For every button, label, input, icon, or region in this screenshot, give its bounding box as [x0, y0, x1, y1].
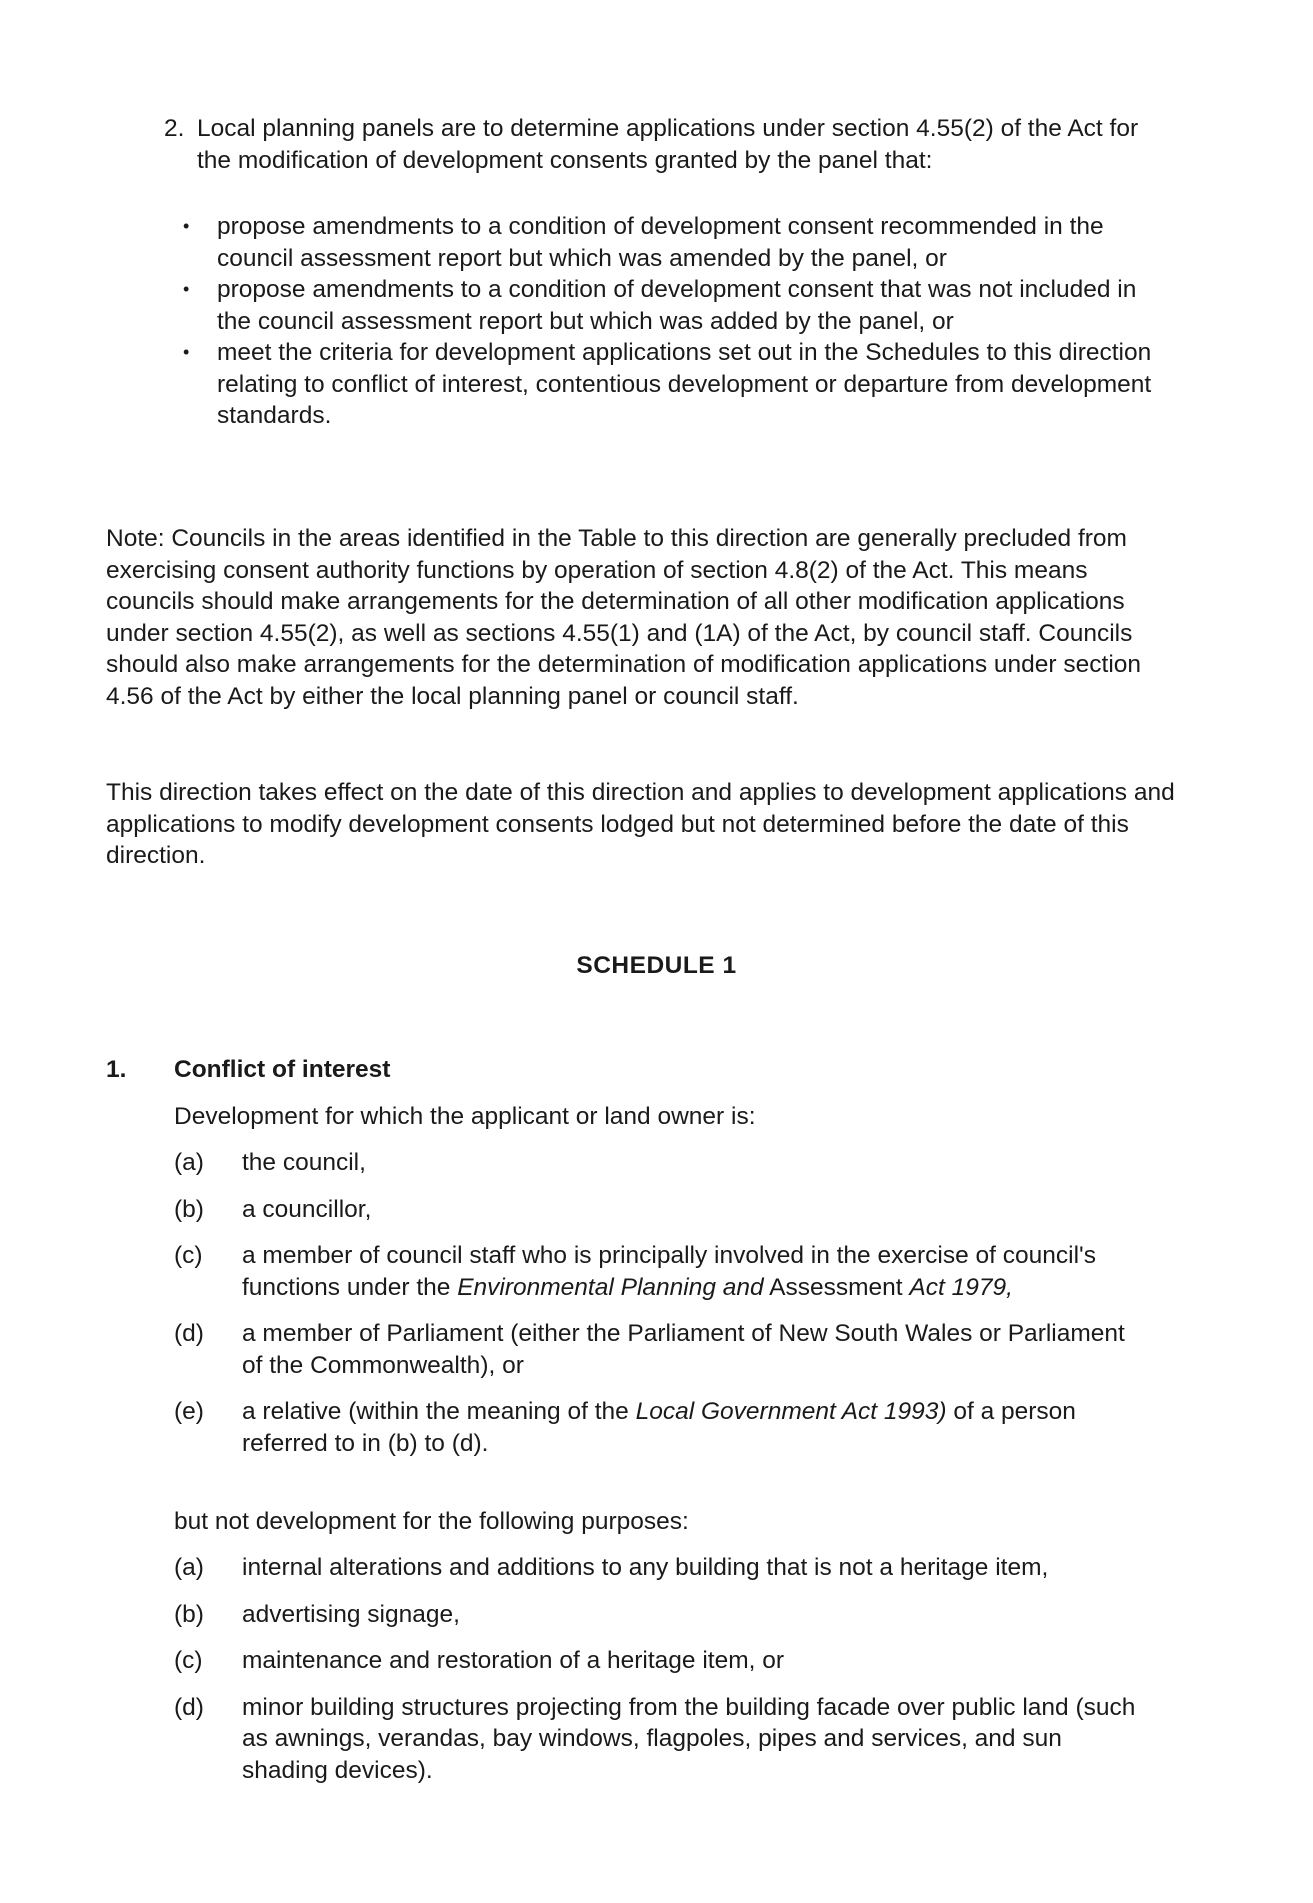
bullet-item: • propose amendments to a condition of development consent that was not included in the council assessment report but which was added by the panel, or [183, 274, 1173, 337]
item-label: (b) [174, 1600, 204, 1628]
item-label: (c) [174, 1647, 203, 1674]
item-label: (e) [174, 1398, 204, 1425]
list-item [174, 1645, 1149, 1677]
exclusion-list [174, 1552, 1149, 1801]
applicant-intro: Development for which the applicant or land owner is: [174, 1103, 756, 1130]
exclusion-intro: but not development for the following purposes: [174, 1508, 689, 1535]
section-number: 1. [106, 1056, 127, 1083]
item-label: (b) [174, 1195, 204, 1223]
list-item [174, 1240, 1149, 1303]
effect-paragraph: This direction takes effect on the date of this direction and applies to development applications and applications to modify development consents lodged but not determined before the date of this direction. [106, 779, 1175, 869]
item-text: a councillor, [242, 1195, 372, 1223]
list-item [174, 1692, 1149, 1787]
item-number: 2. [164, 115, 185, 142]
item-text: maintenance and restoration of a heritage item, or [242, 1647, 785, 1674]
list-item [174, 1318, 1149, 1381]
act-year-italic: Act 1979, [909, 1273, 1013, 1301]
item-text: minor building structures projecting from the building facade over public land (such as awnings, verandas, bay windows, flagpoles, pipes and services, and sun shading devices). [242, 1693, 1136, 1784]
item-label: (d) [174, 1320, 204, 1347]
act-title-italic: Environmental Planning and [457, 1273, 764, 1301]
bullet-list [183, 211, 1173, 432]
list-item [174, 1396, 1149, 1459]
item-label: (a) [174, 1554, 204, 1581]
list-item [174, 1552, 1149, 1584]
item-label: (c) [174, 1242, 203, 1269]
section-title: Conflict of interest [174, 1056, 391, 1083]
item-text: Local planning panels are to determine applications under section 4.55(2) of the Act for the modification of development consents granted by the panel that: [197, 115, 1139, 174]
item-text: a relative (within the meaning of the Local Government Act 1993) of a person referred to in (b) to (d). [242, 1398, 1076, 1457]
note-paragraph: Note: Councils in the areas identified in the Table to this direction are generally precluded from exercising consent authority functions by operation of section 4.8(2) of the Act. This means councils should make arrangements for the determination of all other modification applications under section 4.55(2), as well as sections 4.55(1) and (1A) of the Act, by council staff. Councils should also make arrangements for the determination of modification applications under section 4.56 of the Act by either the local planning panel or council staff. [106, 525, 1142, 710]
act-title-italic: Local Government Act 1993) [635, 1398, 947, 1425]
item-text: the council, [242, 1149, 366, 1176]
item-label: (d) [174, 1693, 204, 1721]
applicant-list [174, 1147, 1149, 1474]
item-text: a member of council staff who is principally involved in the exercise of council's functions under the Environmental Planning and Assessment Act 1979, [242, 1242, 1096, 1301]
bullet-item: • meet the criteria for development applications set out in the Schedules to this direction relating to conflict of interest, contentious development or departure from development standards. [183, 337, 1173, 432]
item-text: a member of Parliament (either the Parliament of New South Wales or Parliament of the Commonwealth), or [242, 1320, 1125, 1379]
item-text: advertising signage, [242, 1600, 460, 1628]
list-item [174, 1599, 1149, 1631]
item-text: internal alterations and additions to any building that is not a heritage item, [242, 1554, 1049, 1581]
bullet-item: • propose amendments to a condition of development consent recommended in the council assessment report but which was amended by the panel, or [183, 211, 1173, 274]
item-label: (a) [174, 1149, 204, 1176]
list-item [174, 1194, 1149, 1226]
schedule-heading: SCHEDULE 1 [576, 952, 737, 979]
list-item [174, 1147, 1149, 1179]
item-2 [164, 113, 1174, 176]
